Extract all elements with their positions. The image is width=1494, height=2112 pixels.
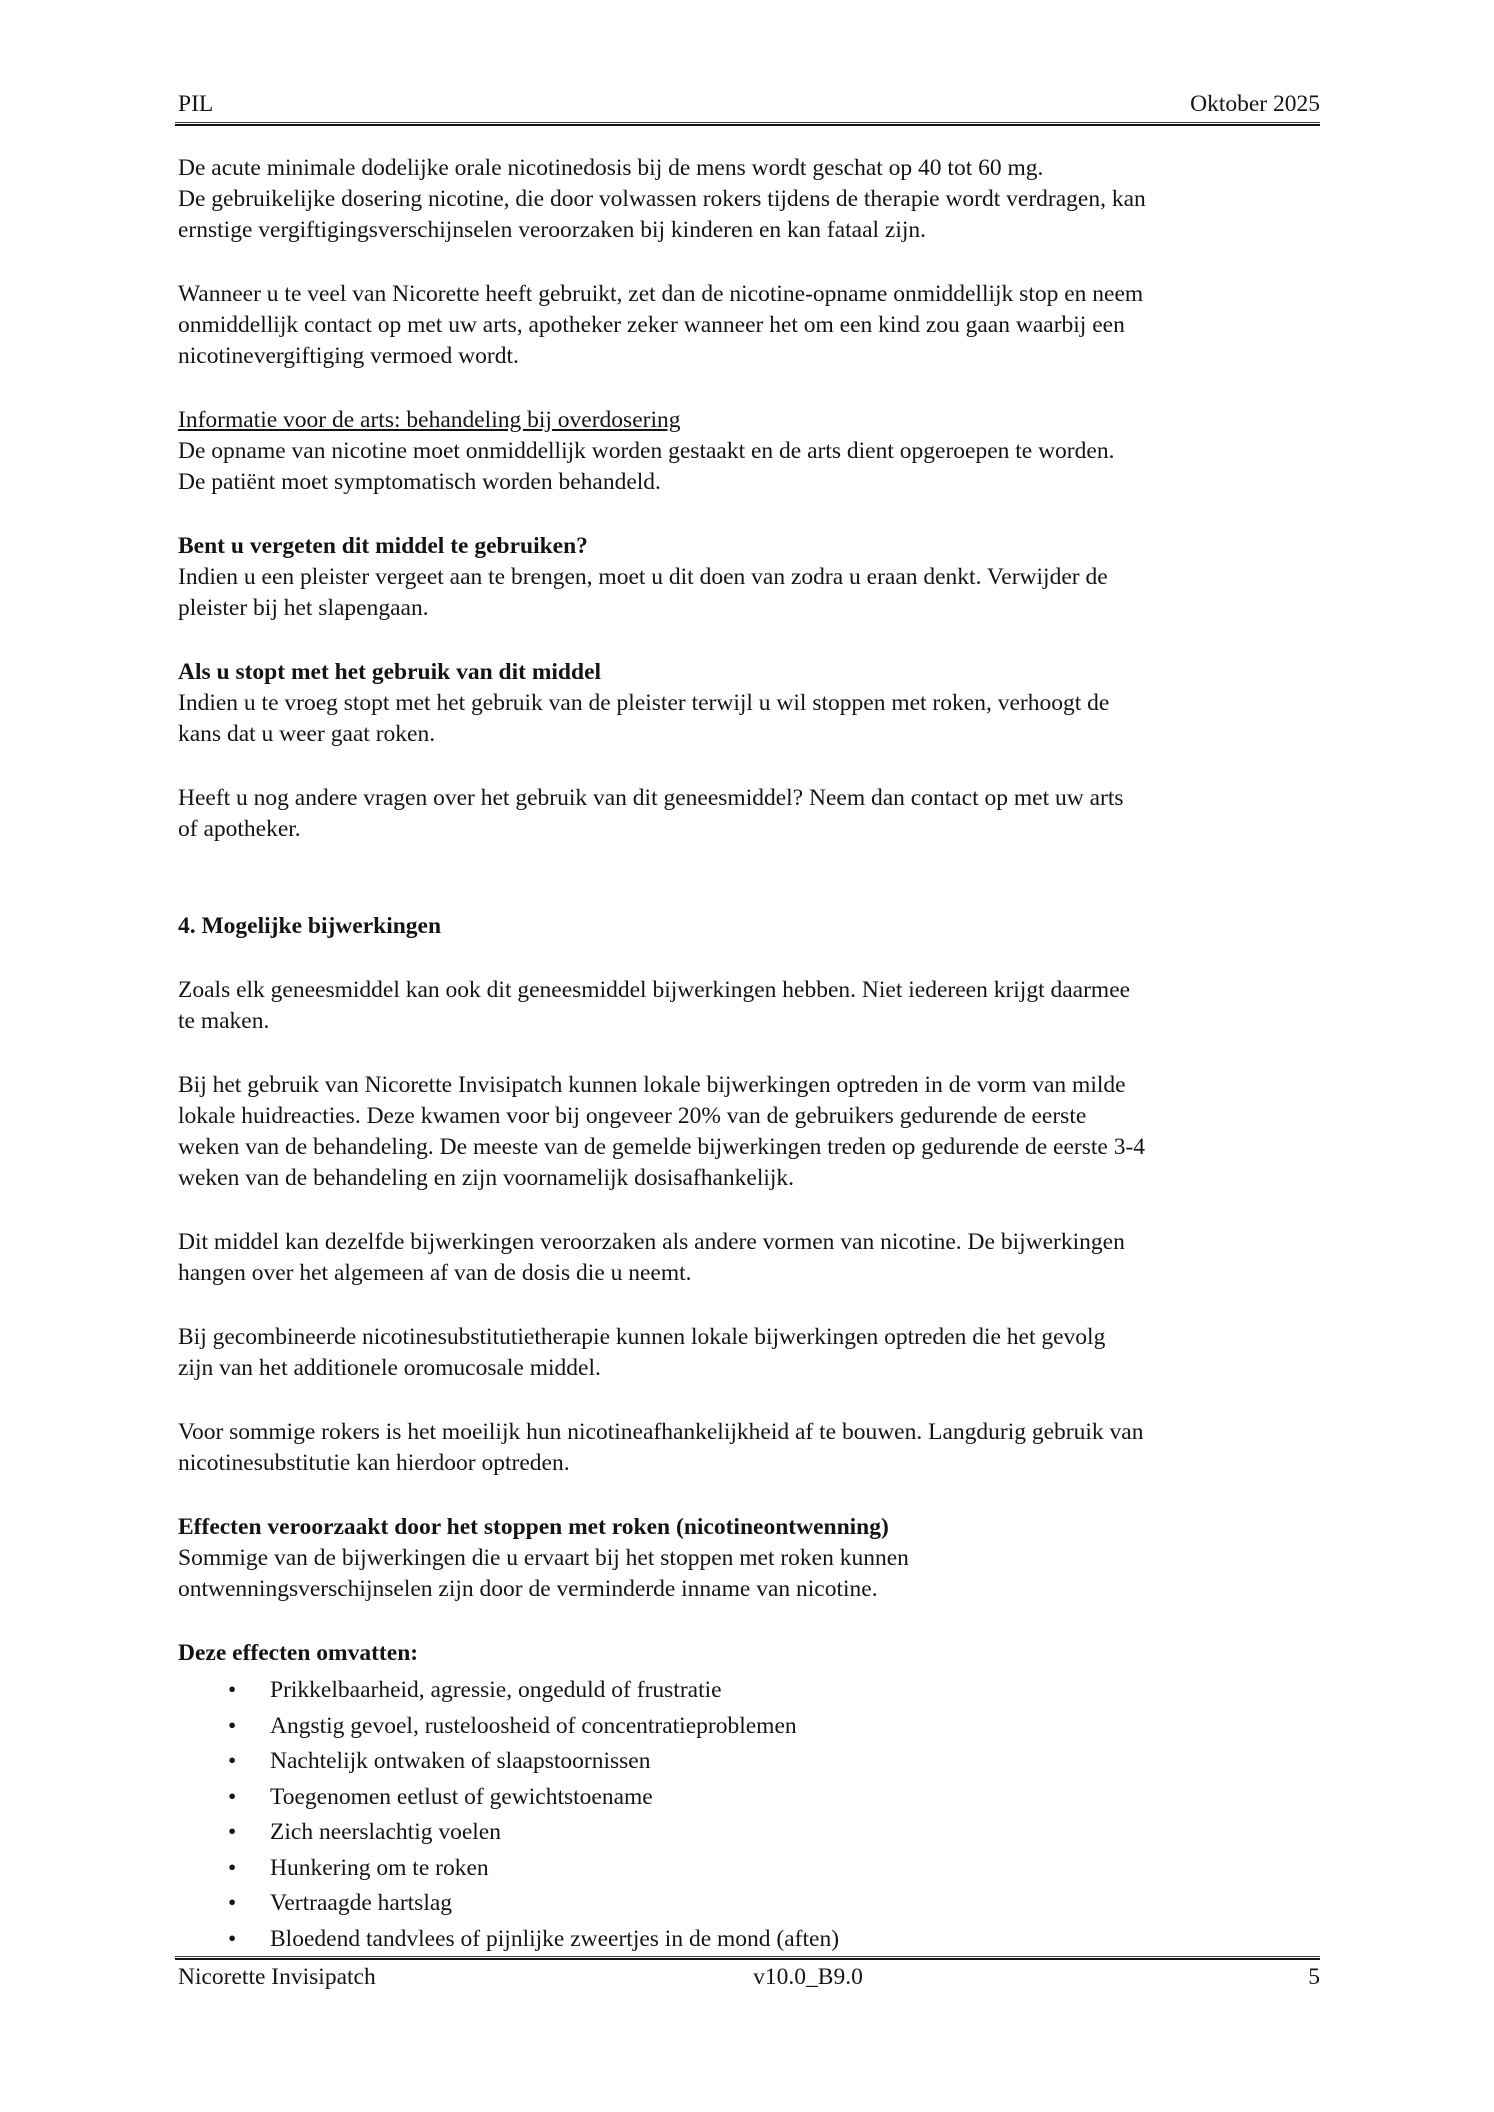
heading-doctor-info — [178, 405, 1328, 436]
paragraph-combined-therapy — [178, 1322, 1328, 1384]
header-rule — [175, 122, 1320, 126]
paragraph-withdrawal — [178, 1543, 1328, 1605]
list-item — [178, 1851, 1328, 1887]
paragraph-stop-use — [178, 688, 1328, 750]
bullet-icon: • — [228, 1854, 237, 1881]
list-item — [178, 1815, 1328, 1851]
paragraph-overdose-action — [178, 279, 1328, 372]
text-line: onmiddellijk contact op met uw arts, apotheker zeker wanneer het om een kind zou gaan waarbij een — [178, 312, 1125, 338]
heading-stop-use — [178, 657, 1328, 688]
bullet-icon: • — [228, 1748, 237, 1774]
section-heading-side-effects — [178, 911, 1328, 942]
text-line: Sommige van de bijwerkingen die u ervaart bij het stoppen met roken kunnen — [178, 1545, 909, 1571]
bullet-icon: • — [228, 1712, 237, 1739]
list-item-text: Angstig gevoel, rusteloosheid of concentratieproblemen — [270, 1712, 797, 1739]
bold-heading: Als u stopt met het gebruik van dit middel — [178, 659, 602, 685]
text-line: Indien u te vroeg stopt met het gebruik van de pleister terwijl u wil stoppen met roken, verhoogt de — [178, 690, 1110, 716]
text-line: De gebruikelijke dosering nicotine, die door volwassen rokers tijdens de therapie wordt verdragen, kan — [178, 186, 1146, 212]
section-heading: 4. Mogelijke bijwerkingen — [178, 913, 442, 939]
text-line: De acute minimale dodelijke orale nicotinedosis bij de mens wordt geschat op 40 tot 60 mg. — [178, 155, 1044, 181]
paragraph-local-reactions — [178, 1070, 1328, 1194]
withdrawal-effects-list — [178, 1673, 1328, 1957]
text-line: ontwenningsverschijnselen zijn door de verminderde inname van nicotine. — [178, 1576, 878, 1602]
text-line: zijn van het additionele oromucosale middel. — [178, 1355, 601, 1381]
footer-product-name: Nicorette Invisipatch — [178, 1964, 376, 1990]
header-date: Oktober 2025 — [1190, 91, 1320, 117]
paragraph-same-effects — [178, 1227, 1328, 1289]
heading-forgotten-use — [178, 531, 1328, 562]
underlined-heading: Informatie voor de arts: behandeling bij overdosering — [178, 407, 681, 433]
text-line: Heeft u nog andere vragen over het gebruik van dit geneesmiddel? Neem dan contact op met uw arts — [178, 785, 1124, 811]
text-line: Dit middel kan dezelfde bijwerkingen veroorzaken als andere vormen van nicotine. De bijwerkingen — [178, 1229, 1125, 1255]
list-item — [178, 1744, 1328, 1780]
page-header — [178, 89, 1320, 120]
bullet-icon: • — [228, 1819, 237, 1845]
paragraph-dependency — [178, 1417, 1328, 1479]
text-line: pleister bij het slapengaan. — [178, 595, 429, 621]
text-line: De opname van nicotine moet onmiddellijk worden gestaakt en de arts dient opgeroepen te worden. — [178, 438, 1115, 464]
list-item-text: Toegenomen eetlust of gewichtstoename — [270, 1783, 653, 1810]
footer-rule — [175, 1956, 1320, 1960]
text-line: nicotinesubstitutie kan hierdoor optreden. — [178, 1450, 570, 1476]
list-item-text: Hunkering om te roken — [270, 1854, 489, 1881]
list-item-text: Prikkelbaarheid, agressie, ongeduld of frustratie — [270, 1677, 722, 1703]
text-line: Bij het gebruik van Nicorette Invisipatch kunnen lokale bijwerkingen optreden in de vorm van milde — [178, 1072, 1126, 1098]
text-line: kans dat u weer gaat roken. — [178, 721, 436, 747]
text-line: Bij gecombineerde nicotinesubstitutietherapie kunnen lokale bijwerkingen optreden die het gevolg — [178, 1324, 1106, 1350]
paragraph-lethal-dose — [178, 153, 1328, 246]
list-item — [178, 1673, 1328, 1709]
text-line: te maken. — [178, 1008, 270, 1034]
bold-heading: Deze effecten omvatten: — [178, 1640, 419, 1666]
list-item — [178, 1922, 1328, 1958]
heading-effects-list — [178, 1638, 1328, 1669]
text-line: Wanneer u te veel van Nicorette heeft gebruikt, zet dan de nicotine-opname onmiddellijk stop en neem — [178, 281, 1144, 307]
paragraph-forgotten-use — [178, 562, 1328, 624]
text-line: ernstige vergiftigingsverschijnselen veroorzaken bij kinderen en kan fataal zijn. — [178, 217, 927, 243]
text-line: De patiënt moet symptomatisch worden behandeld. — [178, 469, 661, 495]
list-item — [178, 1886, 1328, 1922]
list-item-text: Zich neerslachtig voelen — [270, 1819, 501, 1845]
text-line: Voor sommige rokers is het moeilijk hun nicotineafhankelijkheid af te bouwen. Langdurig gebruik van — [178, 1419, 1144, 1445]
text-line: nicotinevergiftiging vermoed wordt. — [178, 343, 519, 369]
bullet-icon: • — [228, 1890, 237, 1916]
text-line: of apotheker. — [178, 816, 301, 842]
footer-version: v10.0_B9.0 — [753, 1964, 863, 1990]
bold-heading: Bent u vergeten dit middel te gebruiken? — [178, 533, 588, 559]
list-item — [178, 1709, 1328, 1745]
bullet-icon: • — [228, 1677, 237, 1703]
paragraph-doctor-info — [178, 436, 1328, 498]
list-item-text: Vertraagde hartslag — [270, 1890, 453, 1916]
list-item-text: Bloedend tandvlees of pijnlijke zweertjes in de mond (aften) — [270, 1925, 840, 1952]
text-line: weken van de behandeling en zijn voornamelijk dosisafhankelijk. — [178, 1165, 795, 1191]
text-line: weken van de behandeling. De meeste van de gemelde bijwerkingen treden op gedurende de eerste 3-4 — [178, 1134, 1146, 1160]
text-line: Indien u een pleister vergeet aan te brengen, moet u dit doen van zodra u eraan denkt. Verwijder de — [178, 564, 1108, 590]
text-line: hangen over het algemeen af van de dosis die u neemt. — [178, 1260, 692, 1286]
document-body — [178, 153, 1328, 1957]
text-line: lokale huidreacties. Deze kwamen voor bij ongeveer 20% van de gebruikers gedurende de eerste — [178, 1103, 1087, 1129]
paragraph-side-effects-intro — [178, 975, 1328, 1037]
text-line: Zoals elk geneesmiddel kan ook dit geneesmiddel bijwerkingen hebben. Niet iedereen krijgt daarmee — [178, 977, 1131, 1003]
bullet-icon: • — [228, 1783, 237, 1810]
paragraph-more-questions — [178, 783, 1328, 845]
list-item-text: Nachtelijk ontwaken of slaapstoornissen — [270, 1748, 651, 1774]
footer-page-number: 5 — [1308, 1964, 1320, 1990]
heading-withdrawal-effects — [178, 1512, 1328, 1543]
bold-heading: Effecten veroorzaakt door het stoppen met roken (nicotineontwenning) — [178, 1514, 889, 1540]
header-doc-type: PIL — [178, 91, 214, 117]
list-item — [178, 1780, 1328, 1816]
bullet-icon: • — [228, 1925, 237, 1952]
